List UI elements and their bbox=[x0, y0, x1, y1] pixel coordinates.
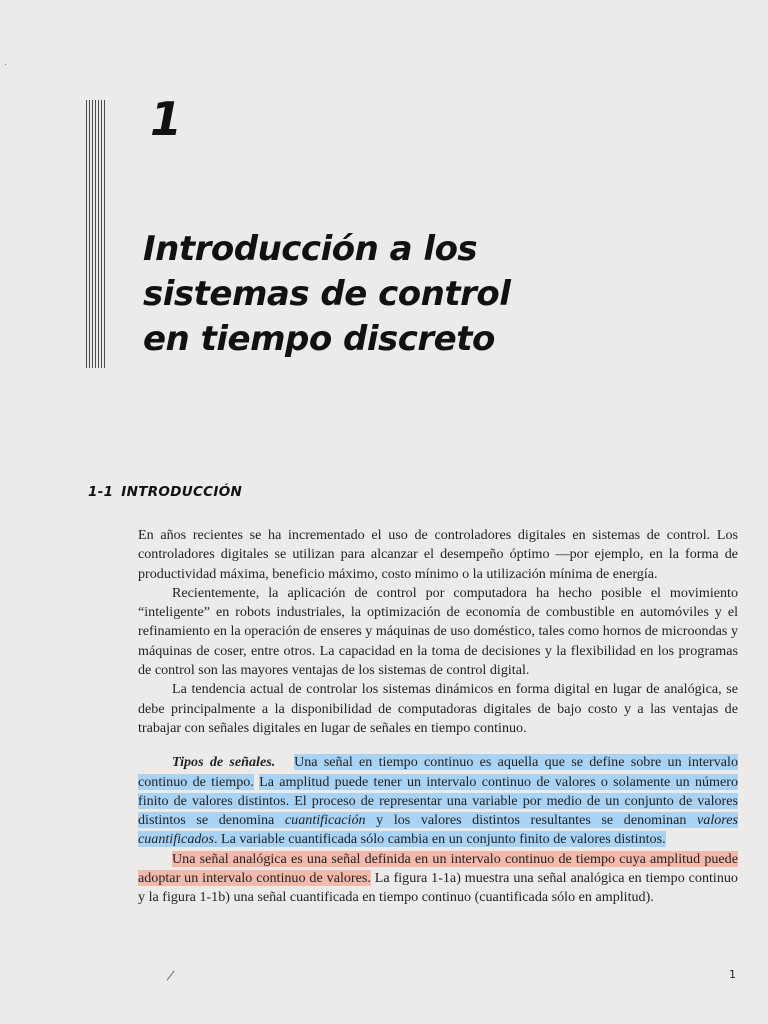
sentence-figure: La figura 1-1a) muestra una señal analógica en tiempo continuo y la figura 1-1b) una señal cuantificada en tiempo continuo (cuantificada sólo en amplitud). bbox=[138, 870, 738, 906]
scan-pencil-mark: / bbox=[165, 967, 176, 985]
section-heading: 1-1 INTRODUCCIÓN bbox=[88, 484, 243, 500]
sentence-amplitude: La amplitud puede tener un intervalo continuo de valores o solamente un número finito de valores distintos. El proceso de representar una variable por medio de un conjunto de valores distintos se denomina bbox=[138, 773, 738, 829]
chapter-title-line-1: Introducción a los bbox=[143, 229, 478, 269]
term-valores-cuantificados: valores cuantificados bbox=[138, 812, 738, 848]
chapter-number: 1 bbox=[150, 92, 183, 146]
term-cuantificacion: cuantificación bbox=[284, 812, 366, 829]
chapter-title-line-2: sistemas de control bbox=[143, 274, 511, 314]
paragraph-2: Recientemente, la aplicación de control por computadora ha hecho posible el movimiento “inteligente” en robots industriales, la optimización de economía de combustible en automóviles y el refinamiento en la operación de enseres y máquinas de uso doméstico, tales como hornos de microondas y máquinas de coser, entre otros. La capacidad en la toma de decisiones y la flexibilidad en los programas de control son las mayores ventajas de los sistemas de control digital. bbox=[138, 584, 738, 679]
paragraph-3: La tendencia actual de controlar los sistemas dinámicos en forma digital en lugar de analógica, se debe principalmente a la disponibilidad de computadoras digitales de bajo costo y a las ventajas de trabajar con señales digitales en lugar de señales en tiempo continuo. bbox=[138, 681, 738, 736]
sentence-variable: . La variable cuantificada sólo cambia en un conjunto finito de valores distintos. bbox=[213, 831, 666, 848]
chapter-title-line-3: en tiempo discreto bbox=[143, 319, 495, 359]
paragraph-1: En años recientes se ha incrementado el uso de controladores digitales en sistemas de control. Los controladores digitales se utilizan para alcanzar el desempeño óptimo —por ejemplo, en la forma de productividad máxima, beneficio máximo, costo mínimo o la utilización mínima de energía. bbox=[138, 527, 738, 582]
paragraph-analog-signal bbox=[138, 850, 738, 908]
chapter-title bbox=[143, 227, 510, 362]
page-number: 1 bbox=[729, 968, 736, 981]
decorative-vertical-bars bbox=[86, 100, 106, 368]
paragraph-signal-types bbox=[138, 753, 738, 849]
highlight-blue-1: Una señal en tiempo continuo es aquella que se define sobre un intervalo continuo de tiempo. bbox=[138, 754, 738, 790]
sentence-denominan: y los valores distintos resultantes se denominan bbox=[376, 812, 687, 829]
run-in-heading: Tipos de señales. bbox=[172, 754, 276, 771]
scan-speck: · bbox=[4, 60, 8, 71]
body-text bbox=[138, 526, 738, 908]
highlight-red: Una señal analógica es una señal definida en un intervalo continuo de tiempo cuya amplitud puede adoptar un intervalo continuo de valores. bbox=[138, 850, 738, 887]
